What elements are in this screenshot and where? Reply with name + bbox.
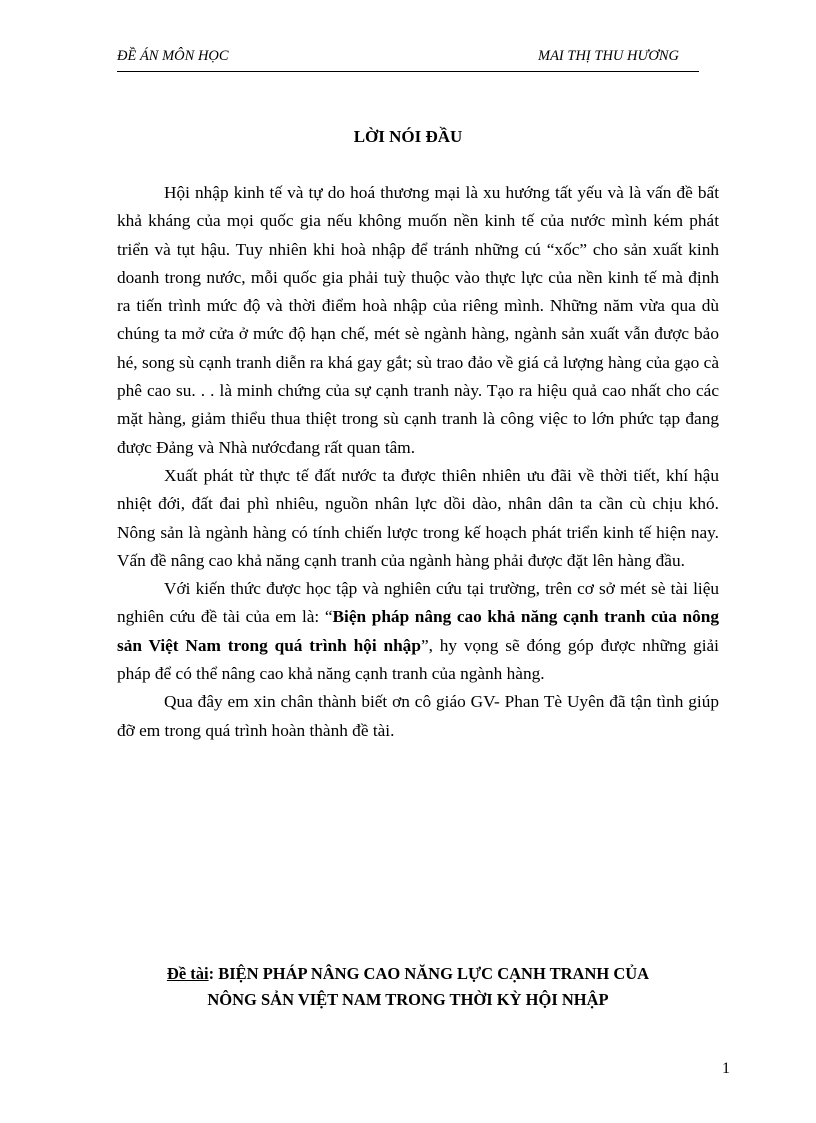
paragraph-2: Xuất phát từ thực tế đất nước ta được thiên nhiên ưu đãi về thời tiết, khí hậu nhiệt đới, đất đai phì nhiêu, nguồn nhân lực dồi dào, nhân dân ta cần cù chịu khó. Nông sản là ngành hàng có tính chiến lược trong kế hoạch phát triển kinh tế hiện nay. Vấn đề nâng cao khả năng cạnh tranh của ngành hàng phải được đặt lên hàng đầu. [117, 465, 719, 570]
paragraph-3 [117, 575, 719, 688]
header-right: MAI THỊ THU HƯƠNG [538, 48, 680, 64]
topic-colon: : [208, 964, 219, 983]
topic-label: Đề tài [166, 964, 209, 983]
topic-title-2: NÔNG SẢN VIỆT NAM TRONG THỜI KỲ HỘI NHẬP [207, 990, 609, 1009]
paragraph-1: Hội nhập kinh tế và tự do hoá thương mại là xu hướng tất yếu và là vấn đề bất khả kháng của mọi quốc gia nếu không muốn nền kinh tế của nước mình kém phát triển và tụt hậu. Tuy nhiên khi hoà nhập để tránh những cú “xốc” cho sản xuất kinh doanh trong nước, mỗi quốc gia phải tuỳ thuộc vào thực lực của nền kinh tế mà định ra tiến trình mức độ và thời điểm hoà nhập của riêng mình. Những năm vừa qua dù chúng ta mở cửa ở mức độ hạn chế, mét sè ngành hàng, ngành sản xuất vẫn được bảo hé, song sù cạnh tranh diễn ra khá gay gắt; sù trao đảo về giá cả lượng hàng của gạo cà phê cao su. . . là minh chứng của sự cạnh tranh này. Tạo ra hiệu quả cao nhất cho các mặt hàng, giảm thiểu thua thiệt trong sù cạnh tranh là công việc to lớn phức tạp đang được Đảng và Nhà nướcđang rất quan tâm. [117, 183, 719, 457]
paragraph-4: Qua đây em xin chân thành biết ơn cô giáo GV- Phan Tè Uyên đã tận tình giúp đỡ em trong quá trình hoàn thành đề tài. [117, 692, 719, 740]
body-text [117, 179, 719, 745]
topic-title-1: BIỆN PHÁP NÂNG CAO NĂNG LỰC CẠNH TRANH CỦA [218, 964, 650, 983]
thesis-title-inline: Biện pháp nâng cao khả năng cạnh tranh của nông sản Việt Nam trong quá trình hội nhập [117, 607, 719, 655]
topic-line-1 [0, 961, 816, 987]
page-number: 1 [722, 1060, 730, 1077]
header-left: ĐỀ ÁN MÔN HỌC [117, 48, 229, 64]
paragraph-3-start: Với kiến thức được học tập và nghiên cứu tại trường, trên cơ sở mét sè tài liệu nghiên cứu đề tài của em là: “ [117, 579, 719, 627]
header-divider [117, 71, 699, 72]
topic-block [0, 961, 816, 1013]
paragraph-3-end: ”, hy vọng sẽ đóng góp được những giải pháp để có thể nâng cao khả năng cạnh tranh của ngành hàng. [117, 635, 719, 684]
page-title: LỜI NÓI ĐẦU [353, 127, 463, 146]
